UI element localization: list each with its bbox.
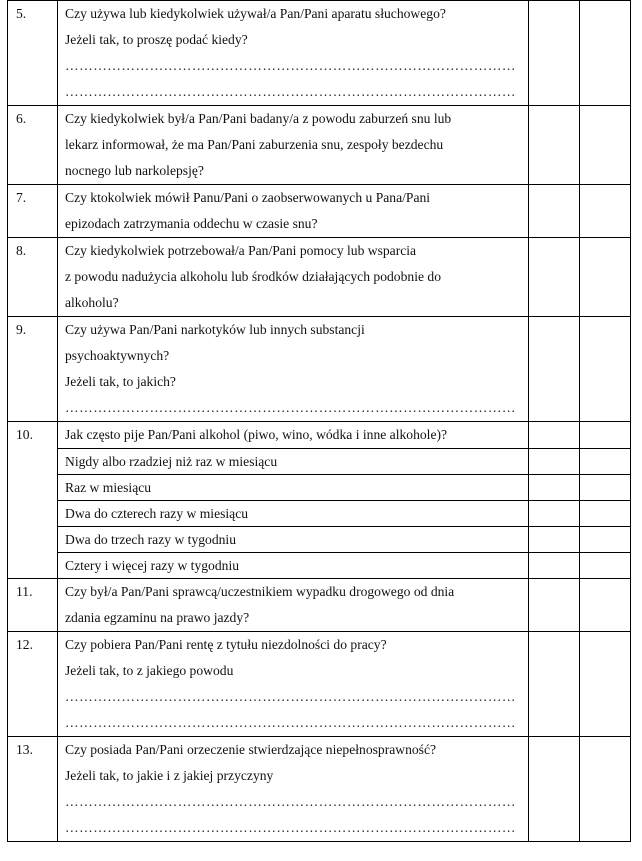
option-label: Dwa do trzech razy w tygodniu	[58, 527, 529, 553]
answer-box-b[interactable]	[580, 106, 631, 185]
answer-box-a[interactable]	[529, 185, 580, 238]
option-box-a[interactable]	[529, 475, 580, 501]
question-row-11	[8, 579, 631, 632]
question-number: 5.	[8, 1, 58, 106]
question-row-6	[8, 106, 631, 185]
question-text: Czy był/a Pan/Pani sprawcą/uczestnikiem wypadku drogowego od dnia zdania egzaminu na prawo jazdy?	[58, 579, 529, 632]
answer-box-b[interactable]	[580, 185, 631, 238]
answer-box-b[interactable]	[580, 579, 631, 632]
option-row	[8, 475, 631, 501]
question-row-13	[8, 737, 631, 842]
answer-blank-line[interactable]: ……………………………………………………………………………………	[65, 794, 516, 809]
question-row-5	[8, 1, 631, 106]
question-row-9	[8, 317, 631, 422]
answer-box-a[interactable]	[529, 238, 580, 317]
question-text: Jak często pije Pan/Pani alkohol (piwo, wino, wódka i inne alkohole)?	[58, 422, 529, 449]
option-box-a[interactable]	[529, 553, 580, 579]
question-number: 8.	[8, 238, 58, 317]
option-box-b[interactable]	[580, 527, 631, 553]
answer-box-a[interactable]	[529, 737, 580, 842]
answer-box-a[interactable]	[529, 106, 580, 185]
answer-blank-line[interactable]: ……………………………………………………………………………………	[65, 84, 516, 99]
question-number: 12.	[8, 632, 58, 737]
answer-box-a[interactable]	[529, 317, 580, 422]
answer-box-b[interactable]	[580, 737, 631, 842]
question-text: Czy ktokolwiek mówił Panu/Pani o zaobserwowanych u Pana/Pani epizodach zatrzymania oddechu w czasie snu?	[58, 185, 529, 238]
question-number: 13.	[8, 737, 58, 842]
question-text: Czy posiada Pan/Pani orzeczenie stwierdzające niepełnosprawność? Jeżeli tak, to jakie i z jakiej przyczyny …………………………………………………………………………………… ……………………………………………………………………………………	[58, 737, 529, 842]
option-box-a[interactable]	[529, 527, 580, 553]
answer-blank-line[interactable]: ……………………………………………………………………………………	[65, 400, 516, 415]
question-row-7	[8, 185, 631, 238]
questionnaire-table	[7, 0, 631, 842]
question-text: Czy pobiera Pan/Pani rentę z tytułu niezdolności do pracy? Jeżeli tak, to z jakiego powodu …………………………………………………………………………………… ……………………………………………………………………………………	[58, 632, 529, 737]
option-box-b[interactable]	[580, 475, 631, 501]
option-box-b[interactable]	[580, 501, 631, 527]
answer-box-a[interactable]	[529, 632, 580, 737]
question-row-8	[8, 238, 631, 317]
option-label: Nigdy albo rzadziej niż raz w miesiącu	[58, 449, 529, 475]
option-label: Cztery i więcej razy w tygodniu	[58, 553, 529, 579]
question-number: 7.	[8, 185, 58, 238]
question-number: 10.	[8, 422, 58, 579]
option-label: Raz w miesiącu	[58, 475, 529, 501]
answer-box-b[interactable]	[580, 238, 631, 317]
answer-box-a[interactable]	[529, 422, 580, 449]
option-row	[8, 553, 631, 579]
question-number: 11.	[8, 579, 58, 632]
question-number: 9.	[8, 317, 58, 422]
option-row	[8, 527, 631, 553]
question-text: Czy używa lub kiedykolwiek używał/a Pan/Pani aparatu słuchowego? Jeżeli tak, to proszę podać kiedy? …………………………………………………………………………………… ……………………………………………………………………………………	[58, 1, 529, 106]
answer-box-a[interactable]	[529, 579, 580, 632]
answer-blank-line[interactable]: ……………………………………………………………………………………	[65, 715, 516, 730]
questionnaire-page	[7, 0, 630, 855]
question-number: 6.	[8, 106, 58, 185]
answer-blank-line[interactable]: ……………………………………………………………………………………	[65, 689, 516, 704]
option-row	[8, 449, 631, 475]
question-text: Czy kiedykolwiek potrzebował/a Pan/Pani pomocy lub wsparcia z powodu nadużycia alkoholu lub środków działających podobnie do alkoholu?	[58, 238, 529, 317]
answer-box-b[interactable]	[580, 632, 631, 737]
option-box-b[interactable]	[580, 553, 631, 579]
question-row-10	[8, 422, 631, 449]
answer-box-a[interactable]	[529, 1, 580, 106]
option-box-b[interactable]	[580, 449, 631, 475]
answer-box-b[interactable]	[580, 422, 631, 449]
answer-box-b[interactable]	[580, 1, 631, 106]
option-box-a[interactable]	[529, 449, 580, 475]
question-text: Czy używa Pan/Pani narkotyków lub innych substancji psychoaktywnych? Jeżeli tak, to jakich? ……………………………………………………………………………………	[58, 317, 529, 422]
question-text: Czy kiedykolwiek był/a Pan/Pani badany/a z powodu zaburzeń snu lub lekarz informował, że ma Pan/Pani zaburzenia snu, zespoły bezdechu nocnego lub narkolepsję?	[58, 106, 529, 185]
answer-box-b[interactable]	[580, 317, 631, 422]
question-row-12	[8, 632, 631, 737]
answer-blank-line[interactable]: ……………………………………………………………………………………	[65, 58, 516, 73]
option-row	[8, 501, 631, 527]
answer-blank-line[interactable]: ……………………………………………………………………………………	[65, 820, 516, 835]
option-box-a[interactable]	[529, 501, 580, 527]
option-label: Dwa do czterech razy w miesiącu	[58, 501, 529, 527]
